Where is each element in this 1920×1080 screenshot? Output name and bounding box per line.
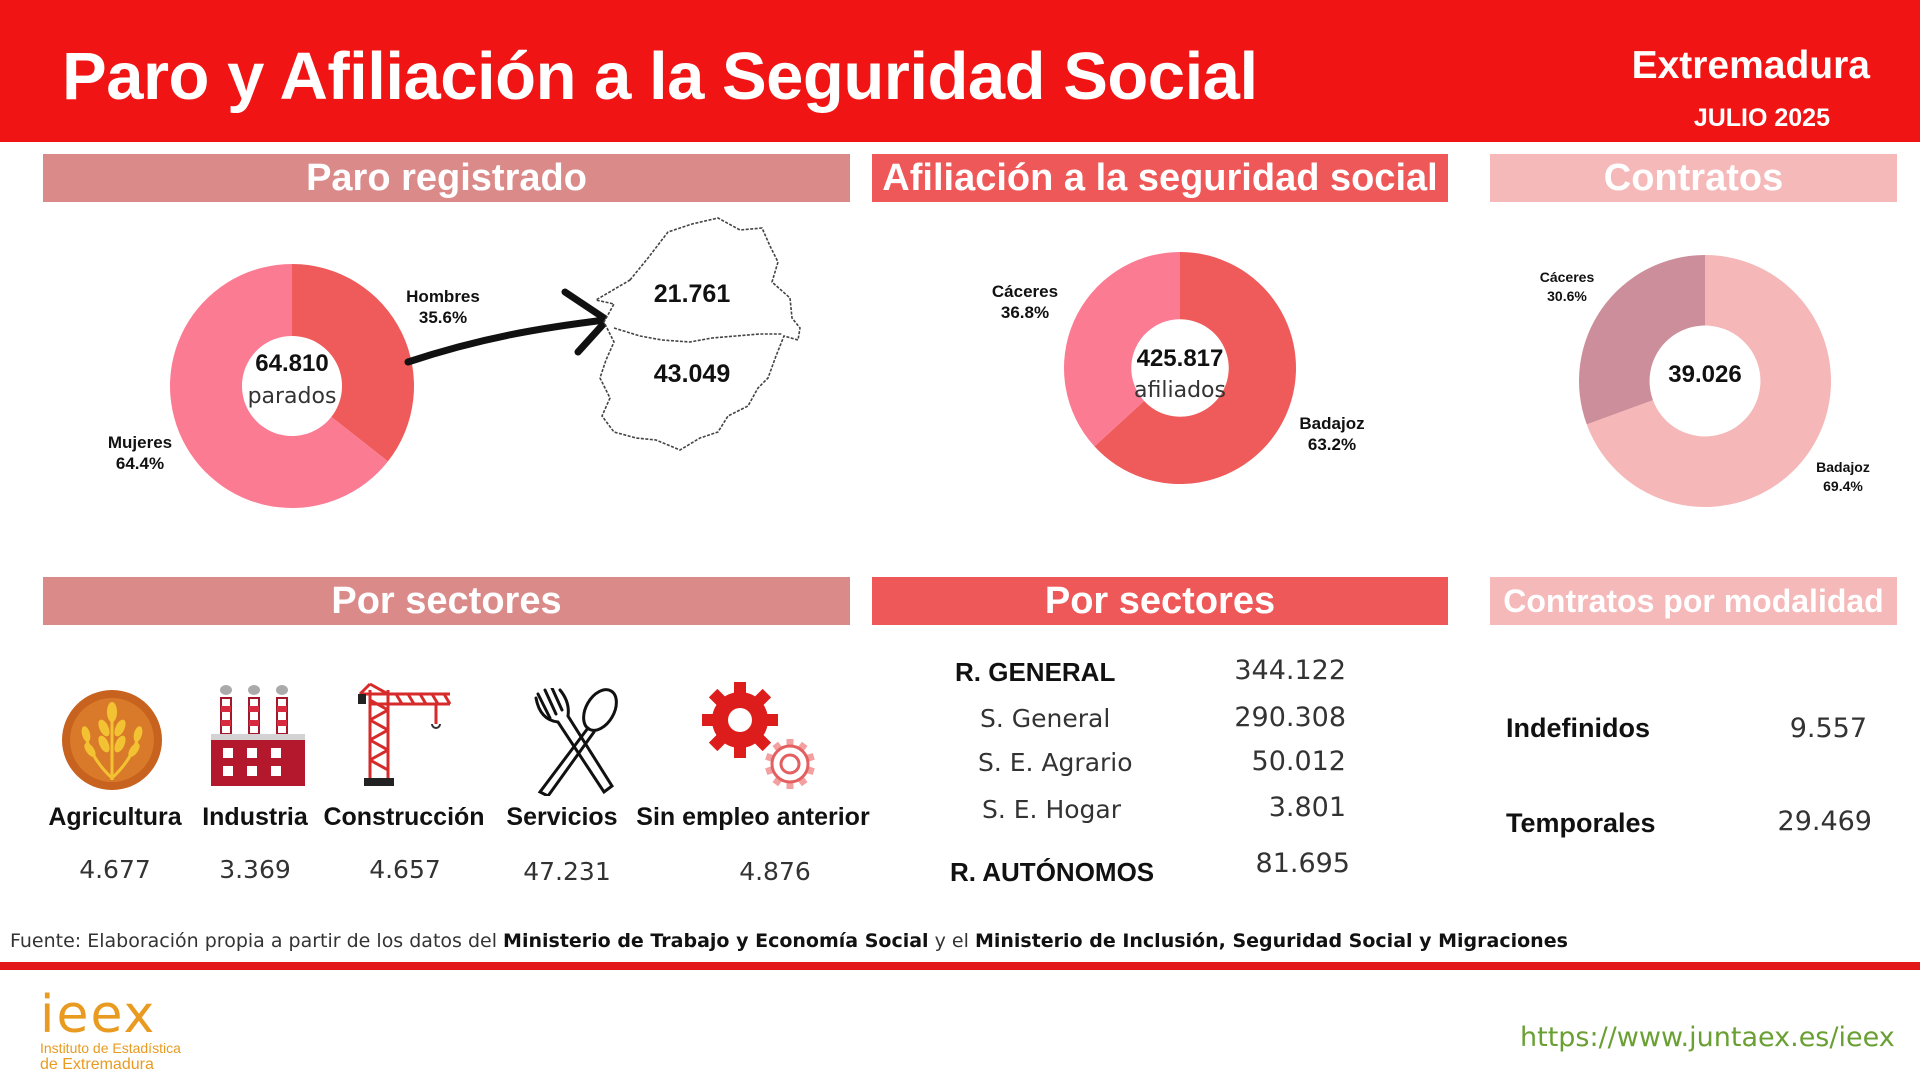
cont-caceres-pct: 30.6%: [1547, 288, 1587, 304]
aff-r-general-label: R. GENERAL: [955, 657, 1116, 687]
cont-badajoz-pct: 69.4%: [1823, 478, 1863, 494]
indefinidos-label: Indefinidos: [1506, 713, 1650, 743]
gears-icon: [700, 680, 820, 792]
map-graphic: [400, 210, 820, 460]
aff-r-autonomos-label: R. AUTÓNOMOS: [950, 857, 1155, 887]
afil-badajoz-pct: 63.2%: [1307, 435, 1357, 454]
contratos-total: 39.026: [1668, 361, 1742, 388]
region-label: Extremadura: [1631, 44, 1870, 87]
hombres-pct: 35.6%: [418, 308, 468, 327]
source-ministry-1: Ministerio de Trabajo y Economía Social: [503, 930, 929, 952]
aff-r-general-value: 344.122: [1234, 655, 1346, 686]
aff-s-general-label: S. General: [980, 704, 1111, 733]
mujeres-label: [85, 432, 195, 474]
factory-icon: [209, 682, 307, 788]
cont-badajoz-label: [1798, 458, 1888, 496]
ieex-logo: ieex: [40, 985, 157, 1045]
logo-subtitle-2: de Extremadura: [40, 1056, 154, 1073]
sector-value-servicios: 47.231: [523, 857, 611, 886]
sector-name-servicios: Servicios: [506, 803, 618, 831]
cont-caceres-label-text: Cáceres: [1539, 269, 1595, 285]
indefinidos-value: 9.557: [1789, 713, 1867, 744]
afil-caceres-pct: 36.8%: [1000, 303, 1050, 322]
paro-sectores-bar: Por sectores: [43, 577, 850, 625]
gear-small: [765, 739, 815, 789]
afiliacion-total: 425.817: [1136, 345, 1224, 372]
website-link[interactable]: https://www.juntaex.es/ieex: [1520, 1022, 1895, 1053]
temporales-label: Temporales: [1506, 808, 1656, 838]
cont-caceres-label: [1522, 268, 1612, 306]
page-title: Paro y Afiliación a la Seguridad Social: [62, 39, 1258, 114]
gear-large: [702, 682, 778, 758]
source-mid: y el: [934, 930, 969, 952]
afiliacion-unit: afiliados: [1134, 378, 1226, 403]
afil-badajoz-label-text: Badajoz: [1299, 414, 1365, 433]
sector-name-sin-empleo: Sin empleo anterior: [636, 803, 870, 831]
afiliacion-section-bar: Afiliación a la seguridad social: [872, 154, 1448, 202]
sector-value-agricultura: 4.677: [79, 855, 151, 884]
hombres-label-text: Hombres: [406, 287, 480, 306]
sector-name-agricultura: Agricultura: [48, 803, 182, 831]
paro-section-bar: Paro registrado: [43, 154, 850, 202]
aff-r-autonomos-value: 81.695: [1255, 848, 1350, 879]
aff-s-agrario-value: 50.012: [1251, 746, 1346, 777]
mujeres-label-text: Mujeres: [107, 433, 173, 452]
afil-badajoz-label: [1282, 413, 1382, 455]
sector-value-construccion: 4.657: [369, 855, 441, 884]
source-prefix: Fuente: Elaboración propia a partir de los datos del: [10, 930, 497, 952]
afil-caceres-label-text: Cáceres: [991, 282, 1059, 301]
temporales-value: 29.469: [1777, 806, 1872, 837]
paro-unit: parados: [247, 384, 337, 409]
logo-subtitle-1: Instituto de Estadística: [40, 1040, 181, 1056]
sector-value-industria: 3.369: [219, 855, 291, 884]
map-caceres-value: 21.761: [653, 280, 731, 308]
mujeres-pct: 64.4%: [115, 454, 165, 473]
fork-spoon-icon: [530, 688, 620, 796]
crane-icon: [356, 680, 452, 790]
afil-sectores-bar: Por sectores: [872, 577, 1448, 625]
arrow-icon: [408, 320, 605, 362]
afil-caceres-label: [975, 281, 1075, 323]
contratos-section-bar: Contratos: [1490, 154, 1897, 202]
sector-value-sin-empleo: 4.876: [739, 857, 811, 886]
paro-total: 64.810: [255, 350, 329, 377]
footer-divider: [0, 962, 1920, 970]
cont-badajoz-label-text: Badajoz: [1816, 459, 1870, 475]
aff-s-hogar-value: 3.801: [1268, 792, 1346, 823]
modalidad-section-bar: Contratos por modalidad: [1490, 577, 1897, 625]
aff-s-agrario-label: S. E. Agrario: [978, 748, 1133, 777]
aff-s-general-value: 290.308: [1234, 702, 1346, 733]
source-note: [10, 930, 1568, 952]
period-label: JULIO 2025: [1693, 104, 1830, 132]
source-ministry-2: Ministerio de Inclusión, Seguridad Social y Migraciones: [974, 930, 1568, 952]
wheat-icon: [60, 688, 164, 792]
map-badajoz-value: 43.049: [653, 360, 731, 388]
aff-s-hogar-label: S. E. Hogar: [982, 795, 1122, 824]
sector-name-industria: Industria: [202, 803, 308, 831]
sector-name-construccion: Construcción: [323, 803, 485, 831]
